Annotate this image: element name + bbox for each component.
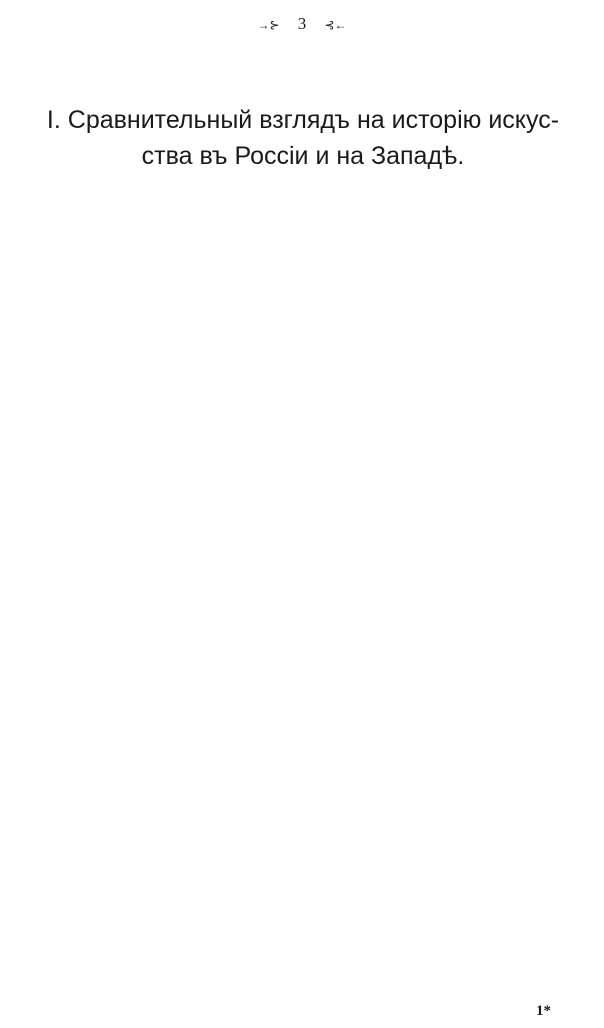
chapter-heading-line-2: ства въ Россіи и на Западѣ. bbox=[141, 142, 465, 170]
running-head bbox=[0, 14, 604, 35]
ornament-right: ⊰← bbox=[324, 18, 347, 32]
signature-mark: 1* bbox=[536, 1003, 551, 1019]
page-number: 3 bbox=[297, 14, 307, 33]
ornament-left: →⊱ bbox=[257, 18, 280, 32]
chapter-heading bbox=[14, 102, 592, 174]
chapter-heading-line-1: I. Сравнительный взглядъ на исторію искус- bbox=[46, 106, 560, 134]
